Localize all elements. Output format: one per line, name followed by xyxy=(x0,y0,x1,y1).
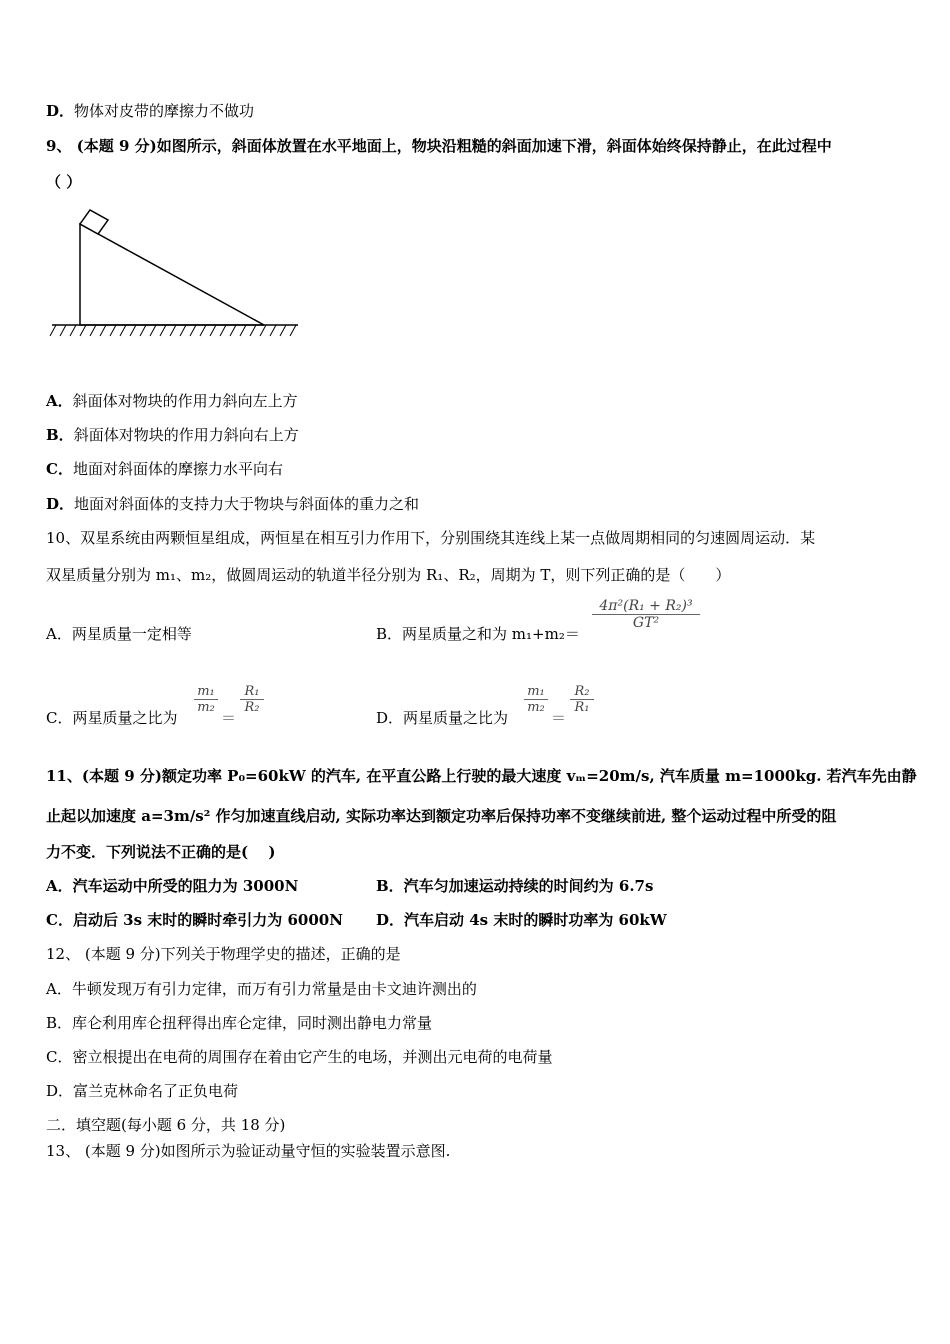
option-letter: D． xyxy=(46,102,75,120)
q10-b-fraction xyxy=(592,598,700,631)
q12-option-b: B．库仑利用库仑扭秤得出库仑定律，同时测出静电力常量 xyxy=(46,1014,433,1032)
q11-stem-line1: 11、(本题 9 分)额定功率 P₀=60kW 的汽车, 在平直公路上行驶的最大速度 vₘ=20m/s, 汽车质量 m=1000kg. 若汽车先由静 xyxy=(46,767,917,785)
option-letter: A． xyxy=(46,392,73,410)
option-text: 地面对斜面体的支持力大于物块与斜面体的重力之和 xyxy=(74,495,420,513)
q9-stem-line2: （ ） xyxy=(46,173,82,191)
incline-figure xyxy=(48,204,308,358)
q11-option-d: D．汽车启动 4s 末时的瞬时功率为 60kW xyxy=(376,911,667,929)
q9-option-a xyxy=(46,391,298,411)
option-letter: C． xyxy=(46,460,73,478)
fraction-numerator: m₁ xyxy=(197,684,215,699)
q9-option-c xyxy=(46,459,283,479)
fraction-denominator: R₁ xyxy=(570,699,594,715)
equals-sign: ＝ xyxy=(551,709,567,727)
option-text: 斜面体对物块的作用力斜向右上方 xyxy=(73,426,299,444)
fraction-denominator: R₂ xyxy=(240,699,264,715)
option-letter: D． xyxy=(46,495,75,513)
q12-option-d: D．富兰克林命名了正负电荷 xyxy=(46,1082,239,1100)
q11-option-c: C．启动后 3s 末时的瞬时牵引力为 6000N xyxy=(46,911,343,929)
q10-option-a: A．两星质量一定相等 xyxy=(46,625,192,643)
ground-hatching xyxy=(50,325,296,336)
fraction-numerator: R₁ xyxy=(244,684,260,699)
block xyxy=(80,210,108,234)
fraction-numerator: 4π²(R₁ + R₂)³ xyxy=(599,598,693,614)
fraction-numerator: R₂ xyxy=(574,684,590,699)
q10-option-c: C．两星质量之比为 xyxy=(46,709,178,727)
fraction-denominator: GT² xyxy=(592,614,700,631)
option-letter: B． xyxy=(46,426,74,444)
q12-option-a: A．牛顿发现万有引力定律，而万有引力常量是由卡文迪许测出的 xyxy=(46,980,477,998)
q10-stem-line2: 双星质量分别为 m₁、m₂，做圆周运动的轨道半径分别为 R₁、R₂，周期为 T，则下列正确的是（ ） xyxy=(46,566,731,584)
q8-option-d xyxy=(46,101,254,121)
q10-option-d: D．两星质量之比为 xyxy=(376,709,509,727)
q10-stem-line1: 10、双星系统由两颗恒星组成，两恒星在相互引力作用下，分别围绕其连线上某一点做周期相同的匀速圆周运动．某 xyxy=(46,529,816,547)
q10-option-b: B．两星质量之和为 m₁+m₂＝ xyxy=(376,625,580,643)
q9-option-d xyxy=(46,494,419,514)
q11-option-b: B．汽车匀加速运动持续的时间约为 6.7s xyxy=(376,877,654,895)
q10-d-left-fraction xyxy=(524,684,548,715)
section-heading: 二．填空题(每小题 6 分，共 18 分) xyxy=(46,1116,286,1134)
incline-triangle xyxy=(80,224,264,325)
fraction-denominator: m₂ xyxy=(524,699,548,715)
fraction-denominator: m₂ xyxy=(194,699,218,715)
q11-option-a: A．汽车运动中所受的阻力为 3000N xyxy=(46,877,299,895)
q12-stem: 12、 (本题 9 分)下列关于物理学史的描述，正确的是 xyxy=(46,945,401,963)
q9-stem-line1: 9、 (本题 9 分)如图所示，斜面体放置在水平地面上，物块沿粗糙的斜面加速下滑，斜面体始终保持静止，在此过程中 xyxy=(46,137,832,155)
q13-stem: 13、 (本题 9 分)如图所示为验证动量守恒的实验装置示意图. xyxy=(46,1142,451,1160)
q11-stem-line2: 止起以加速度 a=3m/s² 作匀加速直线启动, 实际功率达到额定功率后保持功率不变继续前进, 整个运动过程中所受的阻 xyxy=(46,807,837,825)
q10-d-right-fraction xyxy=(570,684,594,715)
q11-stem-line3: 力不变．下列说法不正确的是( ) xyxy=(46,843,276,861)
option-text: 地面对斜面体的摩擦力水平向右 xyxy=(72,460,283,478)
incline-diagram xyxy=(48,204,308,354)
fraction-numerator: m₁ xyxy=(527,684,545,699)
q12-option-c: C．密立根提出在电荷的周围存在着由它产生的电场，并测出元电荷的电荷量 xyxy=(46,1048,553,1066)
option-text: 物体对皮带的摩擦力不做功 xyxy=(74,102,255,120)
q9-option-b xyxy=(46,425,299,445)
option-text: 斜面体对物块的作用力斜向左上方 xyxy=(72,392,298,410)
q10-c-left-fraction xyxy=(194,684,218,715)
equals-sign: ＝ xyxy=(221,709,237,727)
q10-c-right-fraction xyxy=(240,684,264,715)
